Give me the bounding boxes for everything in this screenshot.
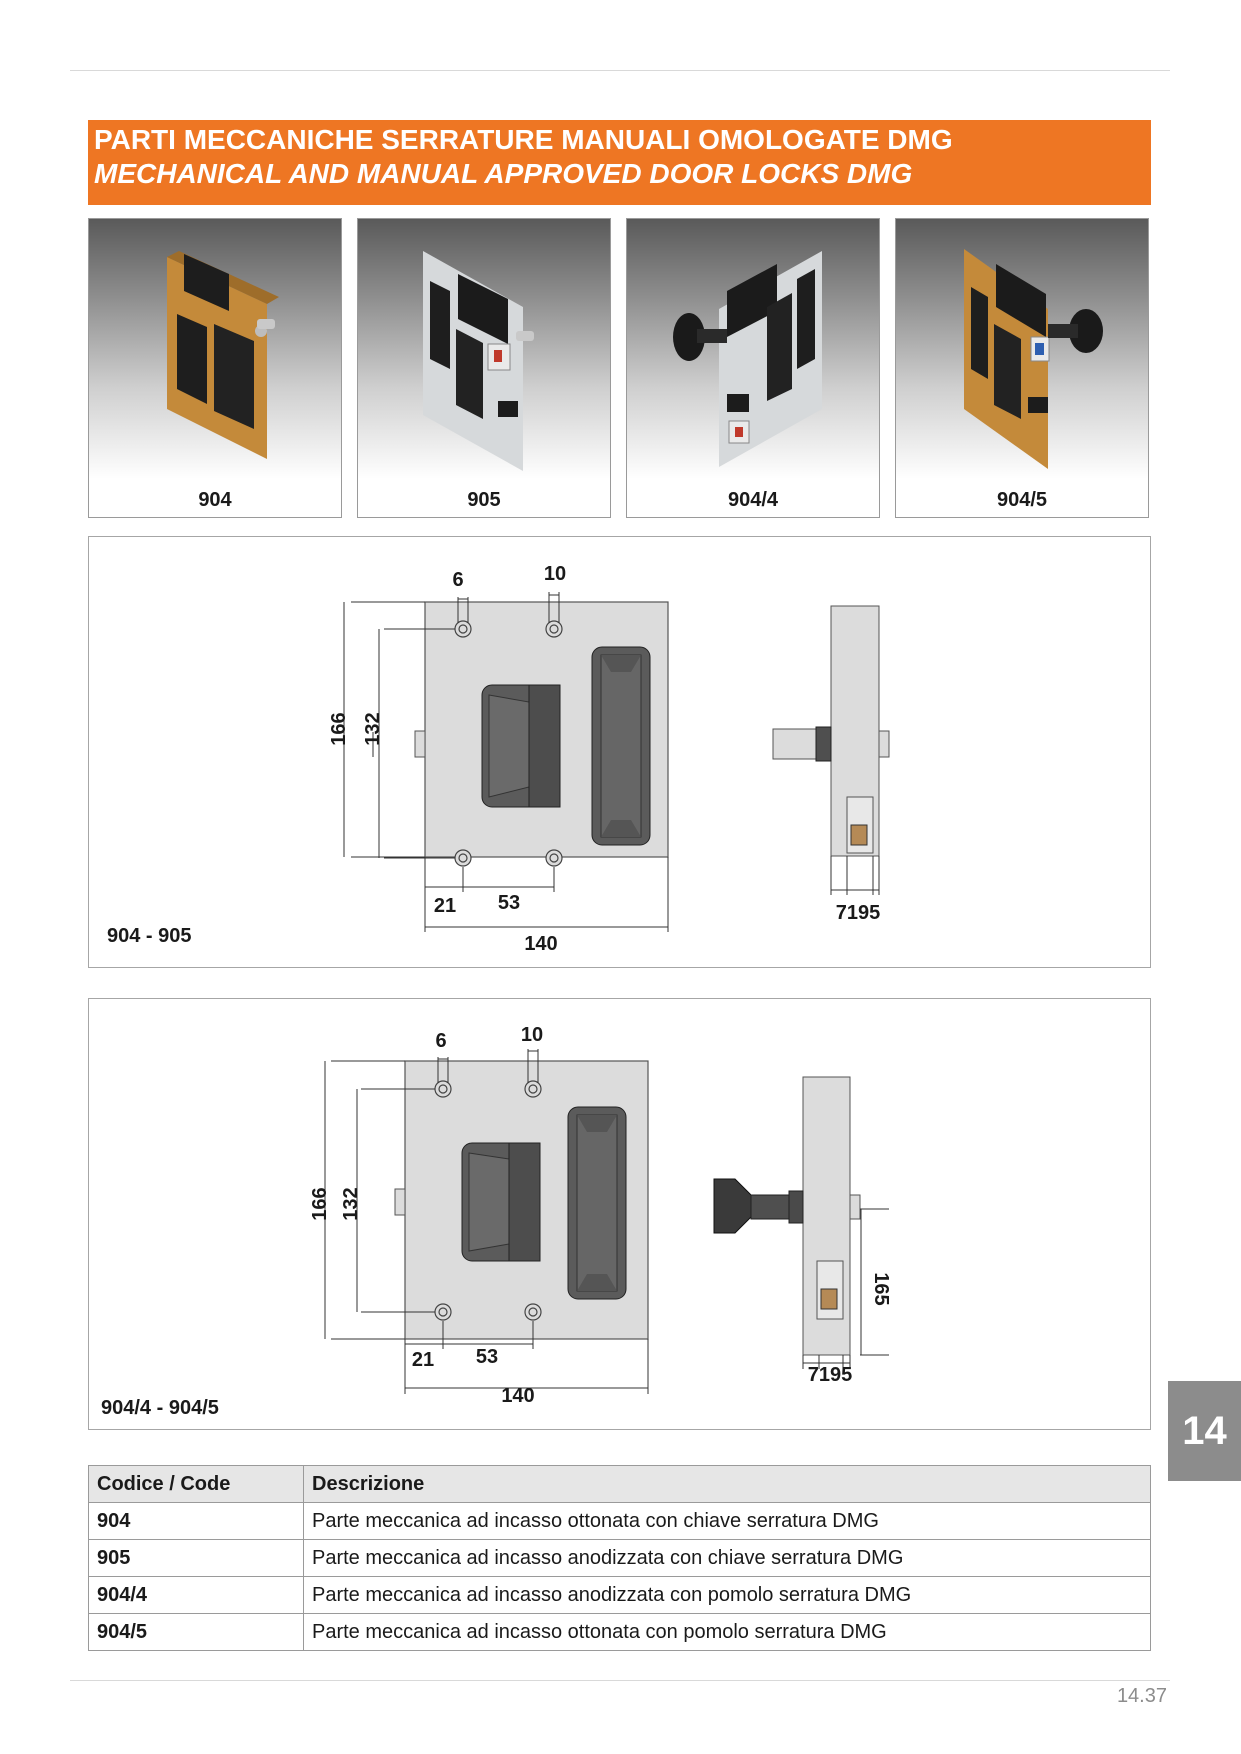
dim-hole-diameter: 6 xyxy=(452,569,464,591)
title-italian: PARTI MECCANICHE SERRATURE MANUALI OMOLOGATE DMG xyxy=(94,124,953,155)
title-english: MECHANICAL AND MANUAL APPROVED DOOR LOCKS DMG xyxy=(94,158,913,189)
product-code: 904 xyxy=(198,489,232,511)
dim-height: 166 xyxy=(309,1187,331,1221)
row-description: Parte meccanica ad incasso ottonata con chiave serratura DMG xyxy=(304,1503,1151,1540)
dim-side-widths: 7195 xyxy=(807,1364,853,1386)
page-number: 14.37 xyxy=(1116,1685,1167,1707)
table-row xyxy=(89,1577,1151,1614)
lock-brass-key-image xyxy=(89,219,342,479)
table-row xyxy=(89,1614,1151,1651)
row-description: Parte meccanica ad incasso anodizzata con pomolo serratura DMG xyxy=(304,1577,1151,1614)
product-code: 904/5 xyxy=(996,489,1048,511)
dim-hole-distance: 53 xyxy=(475,1346,499,1368)
dimension-drawing xyxy=(89,537,1152,969)
dim-height: 166 xyxy=(328,712,350,746)
table-header-row xyxy=(89,1466,1151,1503)
dimension-drawing xyxy=(89,999,1152,1431)
product-photo-905 xyxy=(357,218,611,518)
section-title-band xyxy=(88,120,1151,205)
drawing-label: 904/4 - 904/5 xyxy=(101,1397,219,1419)
row-code: 904/4 xyxy=(89,1577,304,1614)
dim-width: 140 xyxy=(501,1385,535,1407)
product-photo-904 xyxy=(88,218,342,518)
column-header-code: Codice / Code xyxy=(89,1466,304,1503)
lock-anodized-key-image xyxy=(358,219,611,479)
product-codes-table xyxy=(88,1465,1151,1651)
row-code: 904/5 xyxy=(89,1614,304,1651)
technical-drawing-904-905 xyxy=(88,536,1151,968)
section-tab: 14 xyxy=(1168,1381,1241,1481)
lock-anodized-knob-image xyxy=(627,219,880,479)
product-photo-904-5 xyxy=(895,218,1149,518)
technical-drawing-904-4-904-5 xyxy=(88,998,1151,1430)
dim-hole-distance: 53 xyxy=(497,892,521,914)
row-code: 904 xyxy=(89,1503,304,1540)
product-code: 904/4 xyxy=(727,489,779,511)
table-row xyxy=(89,1503,1151,1540)
row-code: 905 xyxy=(89,1540,304,1577)
dim-hole-spacing: 10 xyxy=(543,563,567,585)
dim-hole-spacing: 10 xyxy=(520,1024,544,1046)
product-code: 905 xyxy=(467,489,501,511)
dim-offset: 21 xyxy=(411,1349,435,1371)
dim-hole-diameter: 6 xyxy=(435,1030,447,1052)
dim-knob-length: 165 xyxy=(870,1272,892,1306)
top-rule xyxy=(70,70,1170,71)
drawing-label: 904 - 905 xyxy=(107,925,192,947)
row-description: Parte meccanica ad incasso anodizzata con chiave serratura DMG xyxy=(304,1540,1151,1577)
column-header-description: Descrizione xyxy=(304,1466,1151,1503)
dim-hole-height: 132 xyxy=(362,712,384,746)
dim-hole-height: 132 xyxy=(340,1187,362,1221)
dim-width: 140 xyxy=(524,933,558,955)
product-photo-904-4 xyxy=(626,218,880,518)
dim-side-widths: 7195 xyxy=(835,902,881,924)
row-description: Parte meccanica ad incasso ottonata con pomolo serratura DMG xyxy=(304,1614,1151,1651)
table-row xyxy=(89,1540,1151,1577)
lock-brass-knob-image xyxy=(896,219,1149,479)
dim-offset: 21 xyxy=(433,895,457,917)
bottom-rule xyxy=(70,1680,1170,1681)
